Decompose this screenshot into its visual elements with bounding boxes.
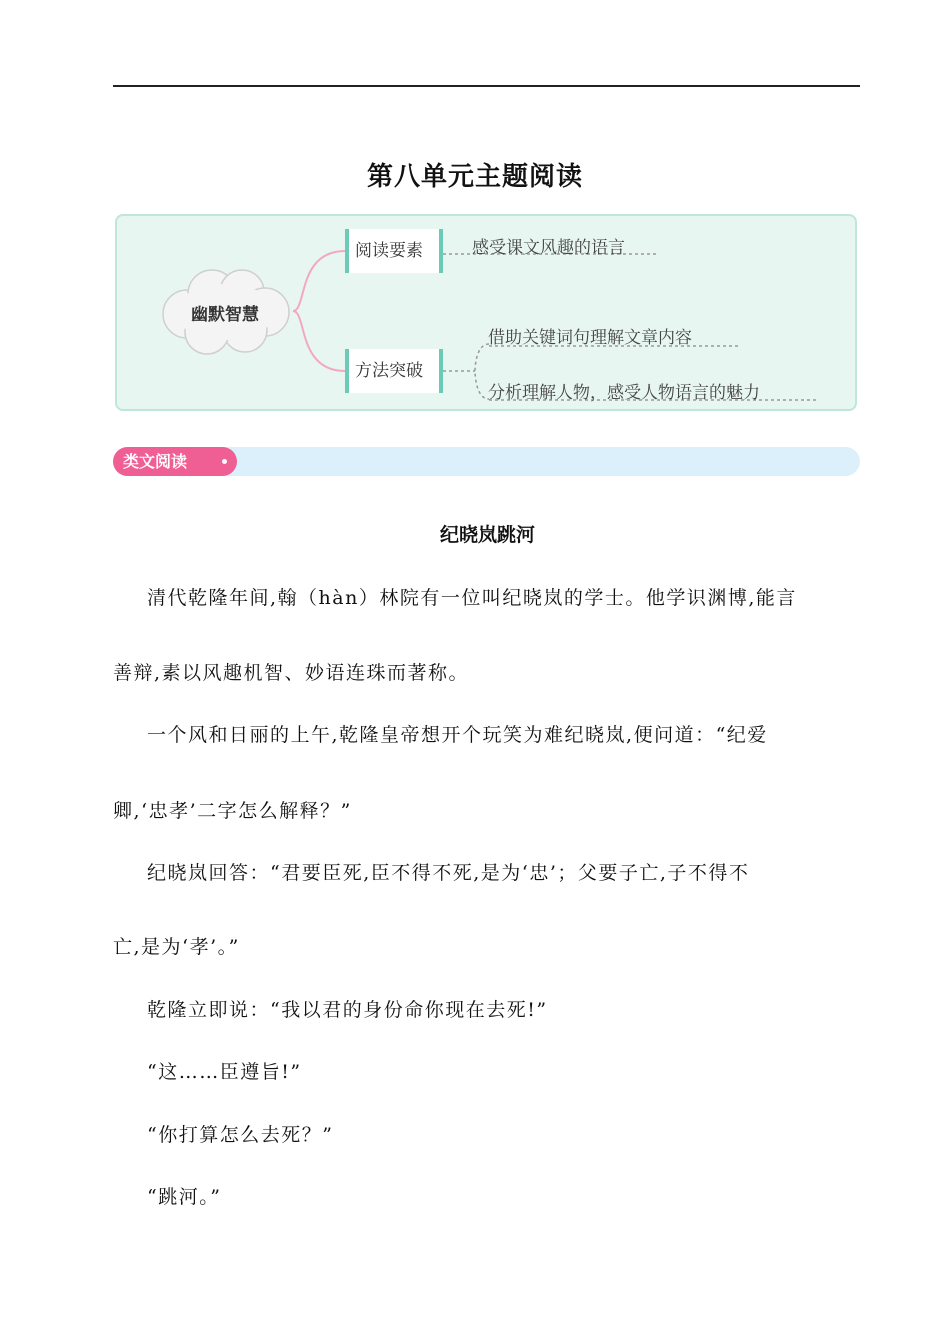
paragraph-line: 亡,是为‘孝’。” [113, 936, 240, 958]
paragraph-line: “你打算怎么去死？” [147, 1124, 334, 1146]
paragraph-line: 纪晓岚回答：“君要臣死,臣不得不死,是为‘忠’；父要子亡,子不得不 [147, 862, 750, 884]
paragraph-line: “这……臣遵旨!” [147, 1061, 302, 1083]
section-label: 类文阅读 [123, 452, 188, 471]
paragraph-line: 卿,‘忠孝’二字怎么解释？” [113, 800, 352, 822]
paragraph-line: “跳河。” [147, 1186, 222, 1208]
leaf-item: 借助关键词句理解文章内容 [488, 328, 692, 348]
leaf-item: 分析理解人物，感受人物语言的魅力 [488, 383, 760, 403]
mind-map [115, 214, 857, 411]
section-tag [113, 447, 237, 476]
paragraph-line: 乾隆立即说：“我以君的身份命你现在去死!” [147, 999, 548, 1021]
paragraph-line: 善辩,素以风趣机智、妙语连珠而著称。 [113, 662, 470, 684]
leaf-item: 感受课文风趣的语言 [472, 238, 625, 258]
mind-map-center: 幽默智慧 [191, 305, 259, 325]
bullet-dot-icon [222, 459, 227, 464]
node-method-breakthrough: 方法突破 [345, 349, 443, 393]
node-reading-elements: 阅读要素 [345, 229, 443, 273]
header-rule [113, 85, 860, 87]
story-title: 纪晓岚跳河 [439, 524, 535, 546]
paragraph-line: 清代乾隆年间,翰（hàn）林院有一位叫纪晓岚的学士。他学识渊博,能言 [147, 587, 797, 609]
paragraph-line: 一个风和日丽的上午,乾隆皇帝想开个玩笑为难纪晓岚,便问道：“纪爱 [147, 724, 768, 746]
page-title: 第八单元主题阅读 [366, 162, 583, 192]
